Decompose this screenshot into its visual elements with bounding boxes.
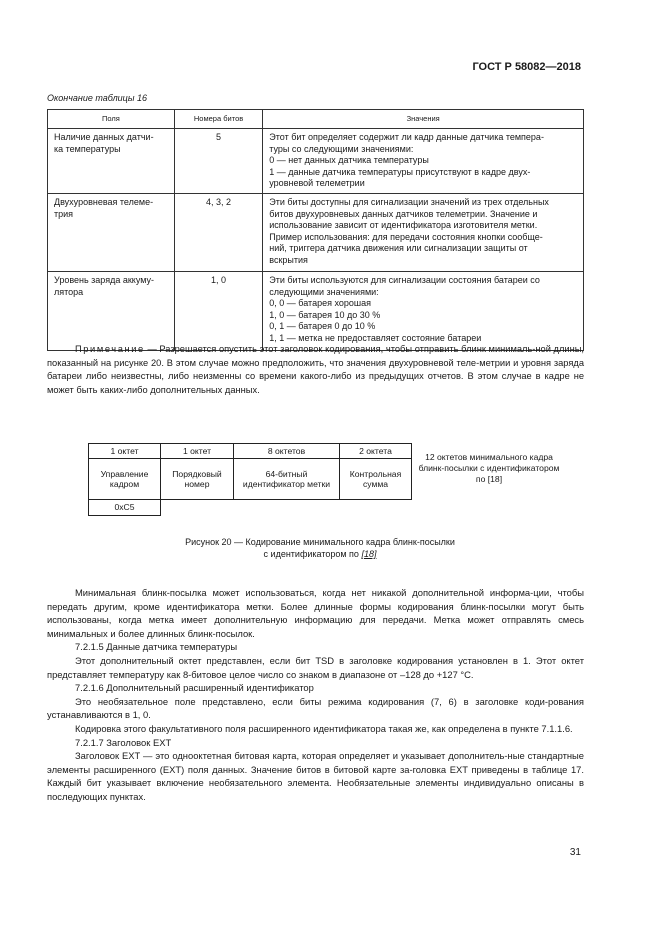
section-heading: 7.2.1.6 Дополнительный расширенный идентификатор	[75, 682, 314, 694]
octet-size-label: 1 октет	[89, 444, 161, 459]
bits-cell: 5	[174, 129, 262, 194]
paragraph: Это необязательное поле представлено, если биты режима кодирования (7, 6) в заголовке коди-рования устанавливаются в 1, 0.	[47, 695, 584, 721]
field-cell: Уровень заряда аккуму- лятора	[48, 272, 175, 351]
frame-control-field: Управление кадром	[89, 459, 161, 500]
field-cell: Наличие данных датчи- ка температуры	[48, 129, 175, 194]
paragraph: Кодировка этого факультативного поля расширенного идентификатора такая же, как определена в пункте 7.1.1.6.	[75, 722, 573, 734]
frame-value-row	[89, 500, 412, 516]
table-row	[48, 129, 584, 194]
body-text	[47, 586, 584, 804]
octet-size-label: 1 октет	[161, 444, 234, 459]
paragraph: Минимальная блинк-посылка может использоваться, когда нет никакой дополнительной информа-ции, чтобы передать другим, кроме идентификатора метки. Более длинные формы кодирования блинк-посылки могут быть использованы, когда метка имеет дополнительную информацию для передачи. Метка может отправлять смесь минимальных и более длинных блинк-посылок.	[47, 587, 584, 639]
frame-control-value: 0xC5	[89, 500, 161, 516]
octet-size-row	[89, 444, 412, 459]
table-row	[48, 272, 584, 351]
values-cell: Эти биты используются для сигнализации состояния батареи со следующими значениями: 0, 0 — батарея хорошая 1, 0 — батарея 10 до 30 % 0, 1 — батарея 0 до 10 % 1, 1 — метка не предоставляет состояние батареи	[263, 272, 584, 351]
page-number: 31	[569, 847, 581, 858]
table-header-row	[48, 110, 584, 129]
bits-table	[47, 109, 584, 351]
frame-field-row	[89, 459, 412, 500]
checksum-field: Контрольная сумма	[340, 459, 412, 500]
column-header-fields: Поля	[48, 110, 175, 129]
paragraph: Заголовок EXT — это однооктетная битовая карта, которая определяет и указывает дополнитель-ные стандартные элементы расширенного (EXT) поля данных. Значение битов в битовой карте за-головка EXT приведены в таблице 17. Каждый бит указывает включение необязательного элемента. Необязательные элементы индивидуально описаны в последующих пунктах.	[47, 750, 584, 802]
section-heading: 7.2.1.5 Данные датчика температуры	[75, 641, 238, 653]
note-text: — Разрешается опустить этот заголовок кодирования, чтобы отправить блинк минималь-ной длины, показанный на рисунке 20. В этом случае можно предположить, что значения двухуровневой теле-метрии и уровня заряда батареи либо неизвестны, либо неизменны со времени какого-либо из предыдущих отчетов. В этом случае в кадре не может быть каких-либо дополнительных данных.	[47, 344, 584, 395]
paragraph: Этот дополнительный октет представлен, если бит TSD в заголовке кодирования установлен в 1. Этот октет представляет температуру как 8-битовое целое число со знаком в диапазоне от –128 до +127 °C.	[47, 654, 584, 680]
sequence-number-field: Порядковый номер	[161, 459, 234, 500]
column-header-bits: Номера битов	[174, 110, 262, 129]
figure-caption-line2: с идентификатором по	[263, 549, 362, 559]
octet-size-label: 2 октета	[340, 444, 412, 459]
values-cell: Эти биты доступны для сигнализации значений из трех отдельных битов двухуровневых данных датчиков телеметрии. Значение и использование зависит от идентификатора изготовителя метки. Пример использования: для передачи состояния кнопки сообще- ний, триггера датчика движения или сигнализации защиты от вскрытия	[263, 194, 584, 272]
bits-cell: 1, 0	[174, 272, 262, 351]
note-label: Примечание	[75, 344, 145, 354]
table-continuation-caption: Окончание таблицы 16	[47, 93, 147, 103]
bits-cell: 4, 3, 2	[174, 194, 262, 272]
figure-reference-link: [18]	[361, 549, 377, 559]
field-cell: Двухуровневая телеме- трия	[48, 194, 175, 272]
blink-frame-diagram	[88, 443, 412, 516]
figure-caption-line1: Рисунок 20 — Кодирование минимального кадра блинк-посылки	[185, 537, 455, 547]
table-note	[47, 343, 584, 397]
values-cell: Этот бит определяет содержит ли кадр данные датчика темпера- туры со следующими значениями: 0 — нет данных датчика температуры 1 — данные датчика температуры присутствуют в кадре двух- уровневой телеметрии	[263, 129, 584, 194]
tag-id-field: 64-битный идентификатор метки	[234, 459, 340, 500]
table-row	[48, 194, 584, 272]
figure-caption	[120, 536, 520, 560]
section-heading: 7.2.1.7 Заголовок EXT	[75, 736, 172, 748]
standard-header: ГОСТ Р 58082—2018	[472, 61, 581, 73]
octet-size-label: 8 октетов	[234, 444, 340, 459]
column-header-values: Значения	[263, 110, 584, 129]
frame-side-note: 12 октетов минимального кадра блинк-посылки с идентификатором по [18]	[418, 452, 560, 484]
